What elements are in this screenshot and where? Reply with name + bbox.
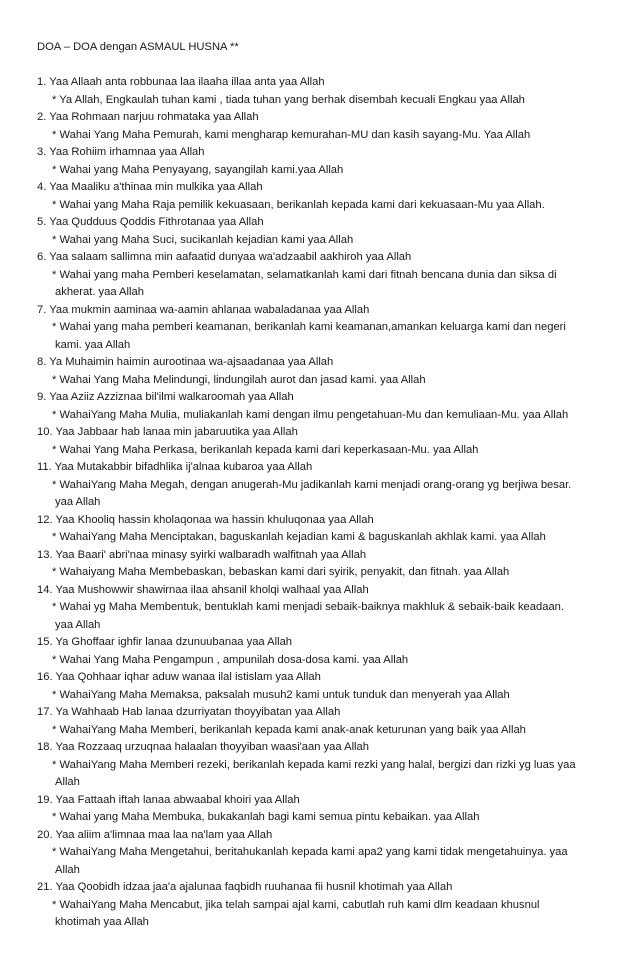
list-item bbox=[37, 354, 608, 389]
doa-arabic-line: 13. Yaa Baari' abri'naa minasy syirki walbaradh walfitnah yaa Allah bbox=[37, 548, 367, 561]
doa-translation-line: * WahaiYang Maha Megah, dengan anugerah-Mu jadikanlah kami menjadi orang-orang yg berjiwa besar. bbox=[52, 478, 572, 491]
list-item bbox=[37, 739, 608, 792]
doa-arabic-line: 9. Yaa Aziiz Azziznaa bil'ilmi walkaroomah yaa Allah bbox=[37, 391, 294, 403]
doa-arabic-line: 19. Yaa Fattaah iftah lanaa abwaabal khoiri yaa Allah bbox=[37, 793, 300, 806]
doa-translation-line: * Wahai Yang Maha Perkasa, berikanlah kepada kami dari keperkasaan-Mu. yaa Allah bbox=[52, 443, 479, 456]
doa-translation-line: * Wahai yang maha pemberi keamanan, berikanlah kami keamanan,amankan keluarga kami dan negeri bbox=[52, 321, 566, 333]
doa-translation-line: * WahaiYang Maha Memaksa, paksalah musuh2 kami untuk tunduk dan menyerah yaa Allah bbox=[52, 688, 510, 701]
doa-translation-continuation: akherat. yaa Allah bbox=[55, 286, 144, 298]
doa-translation-line: * Wahai Yang Maha Pengampun , ampunilah dosa-dosa kami. yaa Allah bbox=[52, 653, 409, 666]
list-item bbox=[37, 214, 608, 249]
doa-translation-line: * WahaiYang Maha Mulia, muliakanlah kami dengan ilmu pengetahuan-Mu dan kemuliaan-Mu. yaa Allah bbox=[52, 408, 569, 421]
doa-translation-line: * Wahai yang Maha Suci, sucikanlah kejadian kami yaa Allah bbox=[52, 233, 354, 246]
list-item bbox=[37, 792, 608, 827]
list-item bbox=[37, 459, 608, 512]
doa-translation-line: * WahaiYang Maha Mencabut, jika telah sampai ajal kami, cabutlah ruh kami dlm keadaan khusnul bbox=[52, 898, 540, 911]
doa-translation-continuation: Allah bbox=[55, 776, 80, 788]
doa-translation-continuation: khotimah yaa Allah bbox=[55, 916, 149, 928]
doa-arabic-line: 16. Yaa Qohhaar iqhar aduw wanaa ilal istislam yaa Allah bbox=[37, 671, 321, 683]
list-item bbox=[37, 879, 608, 932]
list-item bbox=[37, 249, 608, 302]
doa-translation-continuation: yaa Allah bbox=[55, 618, 101, 631]
list-item bbox=[37, 547, 608, 582]
doa-arabic-line: 14. Yaa Mushowwir shawirnaa ilaa ahsanil kholqi walhaal yaa Allah bbox=[37, 583, 369, 596]
list-item bbox=[37, 827, 608, 880]
doa-translation-line: * Wahai yang Maha Raja pemilik kekuasaan, berikanlah kepada kami dari kekuasaan-Mu yaa Allah. bbox=[52, 198, 545, 211]
list-item bbox=[37, 669, 608, 704]
doa-arabic-line: 17. Ya Wahhaab Hab lanaa dzurriyatan thoyyibatan yaa Allah bbox=[37, 706, 341, 718]
doa-translation-continuation: yaa Allah bbox=[55, 496, 101, 508]
list-item bbox=[37, 74, 608, 109]
doa-translation-line: * WahaiYang Maha Menciptakan, baguskanlah kejadian kami & baguskanlah akhlak kami. yaa Allah bbox=[52, 531, 546, 543]
list-item bbox=[37, 512, 608, 547]
doa-translation-line: * WahaiYang Maha Mengetahui, beritahukanlah kepada kami apa2 yang kami tidak mengetahuinya. yaa bbox=[52, 846, 568, 858]
doa-translation-line: * Wahai yg Maha Membentuk, bentuklah kami menjadi sebaik-baiknya makhluk & sebaik-baik keadaan. bbox=[52, 601, 564, 613]
doa-arabic-line: 3. Yaa Rohiim irhamnaa yaa Allah bbox=[37, 146, 205, 158]
doa-arabic-line: 11. Yaa Mutakabbir bifadhlika ij'alnaa kubaroa yaa Allah bbox=[37, 461, 313, 473]
doa-arabic-line: 4. Yaa Maaliku a'thinaa min mulkika yaa Allah bbox=[37, 181, 263, 193]
doa-arabic-line: 20. Yaa aliim a'limnaa maa laa na'lam yaa Allah bbox=[37, 828, 273, 841]
doa-arabic-line: 7. Yaa mukmin aaminaa wa-aamin ahlanaa wabaladanaa yaa Allah bbox=[37, 303, 370, 316]
document-title: DOA – DOA dengan ASMAUL HUSNA ** bbox=[37, 41, 239, 53]
doa-arabic-line: 18. Yaa Rozzaaq urzuqnaa halaalan thoyyiban waasi'aan yaa Allah bbox=[37, 741, 369, 753]
list-item bbox=[37, 704, 608, 739]
doa-list bbox=[37, 74, 608, 932]
list-item bbox=[37, 424, 608, 459]
doa-translation-line: * Ya Allah, Engkaulah tuhan kami , tiada tuhan yang berhak disembah kecuali Engkau yaa Allah bbox=[52, 93, 525, 106]
doa-arabic-line: 8. Ya Muhaimin haimin aurootinaa wa-ajsaadanaa yaa Allah bbox=[37, 356, 334, 368]
doa-translation-line: * Wahaiyang Maha Membebaskan, bebaskan kami dari syirik, penyakit, dan fitnah. yaa Allah bbox=[52, 566, 510, 578]
doa-translation-line: * Wahai Yang Maha Melindungi, lindungilah aurot dan jasad kami. yaa Allah bbox=[52, 373, 426, 386]
doa-arabic-line: 2. Yaa Rohmaan narjuu rohmataka yaa Allah bbox=[37, 111, 259, 123]
doa-translation-line: * Wahai yang Maha Penyayang, sayangilah kami.yaa Allah bbox=[52, 163, 344, 176]
list-item bbox=[37, 144, 608, 179]
doa-arabic-line: 12. Yaa Khooliq hassin kholaqonaa wa hassin khuluqonaa yaa Allah bbox=[37, 513, 374, 526]
doa-translation-continuation: kami. yaa Allah bbox=[55, 338, 131, 351]
doa-arabic-line: 5. Yaa Qudduus Qoddis Fithrotanaa yaa Allah bbox=[37, 216, 264, 228]
doa-arabic-line: 10. Yaa Jabbaar hab lanaa min jabaruutika yaa Allah bbox=[37, 426, 298, 438]
list-item bbox=[37, 179, 608, 214]
doa-translation-continuation: Allah bbox=[55, 863, 80, 876]
list-item bbox=[37, 302, 608, 355]
doa-translation-line: * Wahai yang maha Pemberi keselamatan, selamatkanlah kami dari fitnah bencana dunia dan siksa di bbox=[52, 268, 557, 281]
doa-translation-line: * Wahai Yang Maha Pemurah, kami mengharap kemurahan-MU dan kasih sayang-Mu. Yaa Allah bbox=[52, 128, 531, 141]
doa-arabic-line: 6. Yaa salaam sallimna min aafaatid dunyaa wa'adzaabil aakhiroh yaa Allah bbox=[37, 251, 412, 263]
doa-translation-line: * WahaiYang Maha Memberi rezeki, berikanlah kepada kami rezki yang halal, bergizi dan rizki yg luas yaa bbox=[52, 758, 576, 771]
list-item bbox=[37, 582, 608, 635]
list-item bbox=[37, 109, 608, 144]
doa-translation-line: * WahaiYang Maha Memberi, berikanlah kepada kami anak-anak keturunan yang baik yaa Allah bbox=[52, 723, 526, 736]
doa-arabic-line: 1. Yaa Allaah anta robbunaa laa ilaaha illaa anta yaa Allah bbox=[37, 76, 325, 88]
list-item bbox=[37, 634, 608, 669]
doa-arabic-line: 21. Yaa Qoobidh idzaa jaa'a ajalunaa faqbidh ruuhanaa fii husnil khotimah yaa Allah bbox=[37, 881, 453, 893]
doa-translation-line: * Wahai yang Maha Membuka, bukakanlah bagi kami semua pintu kebaikan. yaa Allah bbox=[52, 811, 480, 823]
doa-arabic-line: 15. Ya Ghoffaar ighfir lanaa dzunuubanaa yaa Allah bbox=[37, 636, 293, 648]
list-item bbox=[37, 389, 608, 424]
